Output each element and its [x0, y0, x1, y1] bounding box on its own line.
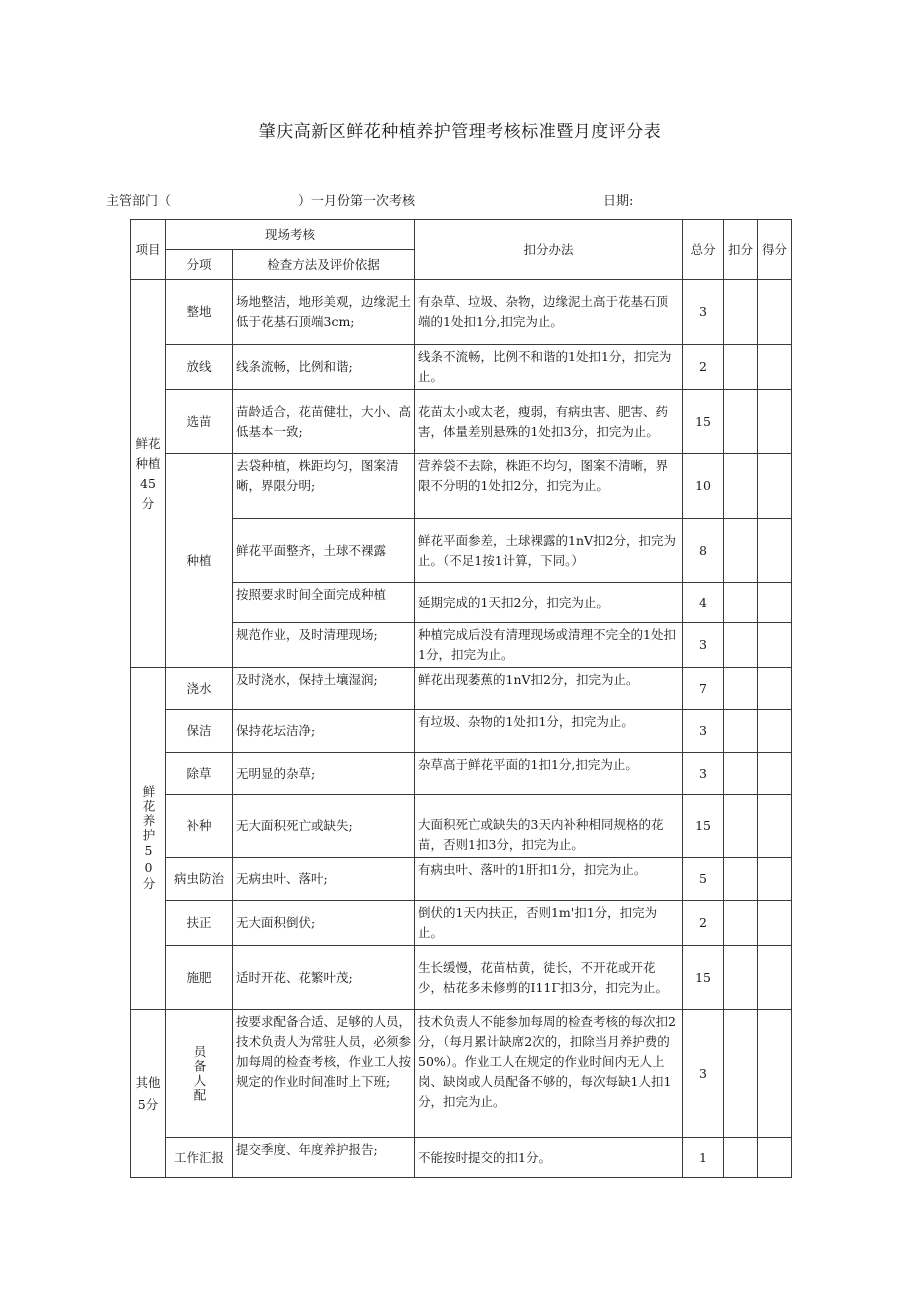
total-cell: 7	[683, 668, 724, 710]
score-cell	[758, 390, 792, 454]
score-cell	[758, 454, 792, 519]
sub-item: 扶正	[166, 901, 233, 946]
sub-item: 病虫防治	[166, 858, 233, 901]
score-cell	[758, 623, 792, 668]
header-score: 得分	[758, 220, 792, 280]
deduct-score-cell	[724, 1010, 758, 1138]
header-deduct-method: 扣分办法	[415, 220, 683, 280]
dept-label: 主管部门（	[106, 194, 172, 209]
table-row	[131, 390, 792, 454]
method-cell: 适时开花、花繁叶茂;	[233, 946, 415, 1010]
sub-item: 选苗	[166, 390, 233, 454]
deduct-score-cell	[724, 668, 758, 710]
total-cell: 2	[683, 901, 724, 946]
deduct-cell: 有杂草、垃圾、杂物，边缘泥土高于花基石顶端的1处扣1分,扣完为止。	[415, 280, 683, 345]
deduct-cell: 延期完成的1天扣2分，扣完为止。	[415, 583, 683, 623]
table-row	[131, 901, 792, 946]
method-cell: 无大面积死亡或缺失;	[233, 795, 415, 858]
sub-item	[166, 1010, 233, 1138]
deduct-cell: 鲜花平面参差，土球裸露的1nV扣2分，扣完为止。（不足1按1计算，下同。）	[415, 519, 683, 583]
deduct-score-cell	[724, 946, 758, 1010]
sub-item: 补种	[166, 795, 233, 858]
deduct-cell: 技术负责人不能参加每周的检查考核的每次扣2分，（每月累计缺席2次的，扣除当月养护费的50%）。作业工人在规定的作业时间内无人上岗、缺岗或人员配备不够的，每次每缺1人扣1分，扣完为止。	[415, 1010, 683, 1138]
score-cell	[758, 753, 792, 795]
deduct-cell: 花苗太小或太老，瘦弱，有病虫害、肥害、药害，体量差别悬殊的1处扣3分，扣完为止。	[415, 390, 683, 454]
deduct-score-cell	[724, 858, 758, 901]
score-cell	[758, 946, 792, 1010]
total-cell: 4	[683, 583, 724, 623]
total-cell: 15	[683, 946, 724, 1010]
score-cell	[758, 1010, 792, 1138]
deduct-cell: 营养袋不去除，株距不均匀，图案不清晰，界限不分明的1处扣2分，扣完为止。	[415, 454, 683, 519]
deduct-score-cell	[724, 710, 758, 753]
method-cell: 无病虫叶、落叶;	[233, 858, 415, 901]
sub-item: 种植	[166, 454, 233, 668]
group-maintenance	[131, 668, 166, 1010]
score-cell	[758, 795, 792, 858]
table-row	[131, 1138, 792, 1178]
deduct-cell: 种植完成后没有清理现场或清理不完全的1处扣1分，扣完为止。	[415, 623, 683, 668]
deduct-cell: 杂草高于鲜花平面的1扣1分,扣完为止。	[415, 753, 683, 795]
header-item: 项目	[131, 220, 166, 280]
total-cell: 3	[683, 280, 724, 345]
method-cell: 保持花坛洁净;	[233, 710, 415, 753]
table-row	[131, 345, 792, 390]
deduct-cell: 大面积死亡或缺失的3天内补种相同规格的花苗，否则1扣3分，扣完为止。	[415, 795, 683, 858]
table-row	[131, 280, 792, 345]
deduct-score-cell	[724, 519, 758, 583]
header-deduct: 扣分	[724, 220, 758, 280]
sub-item: 放线	[166, 345, 233, 390]
total-cell: 3	[683, 753, 724, 795]
method-cell: 提交季度、年度养护报告;	[233, 1138, 415, 1178]
deduct-score-cell	[724, 1138, 758, 1178]
method-cell: 场地整洁，地形美观，边缘泥土低于花基石顶端3cm;	[233, 280, 415, 345]
sub-item: 工作汇报	[166, 1138, 233, 1178]
sub-item: 整地	[166, 280, 233, 345]
method-cell: 苗龄适合，花苗健壮，大小、高低基本一致;	[233, 390, 415, 454]
deduct-cell: 鲜花出现萎蕉的1nV扣2分，扣完为止。	[415, 668, 683, 710]
deduct-cell: 有垃圾、杂物的1处扣1分，扣完为止。	[415, 710, 683, 753]
total-cell: 15	[683, 795, 724, 858]
table-header-row	[131, 220, 792, 250]
score-cell	[758, 668, 792, 710]
deduct-score-cell	[724, 390, 758, 454]
deduct-score-cell	[724, 795, 758, 858]
date-label: 日期:	[603, 194, 634, 209]
deduct-cell: 不能按时提交的扣1分。	[415, 1138, 683, 1178]
header-total: 总分	[683, 220, 724, 280]
group-planting: 鲜花种植45分	[131, 280, 166, 668]
deduct-cell: 线条不流畅，比例不和谐的1处扣1分，扣完为止。	[415, 345, 683, 390]
table-row	[131, 795, 792, 858]
method-cell: 去袋种植，株距均匀，图案清晰，界限分明;	[233, 454, 415, 519]
header-onsite: 现场考核	[166, 220, 415, 250]
method-cell: 无大面积倒伏;	[233, 901, 415, 946]
deduct-score-cell	[724, 623, 758, 668]
method-cell: 线条流畅，比例和谐;	[233, 345, 415, 390]
total-cell: 3	[683, 710, 724, 753]
deduct-score-cell	[724, 901, 758, 946]
score-cell	[758, 710, 792, 753]
page-title: 肇庆高新区鲜花种植养护管理考核标准暨月度评分表	[258, 122, 662, 142]
deduct-cell: 有病虫叶、落叶的1肝扣1分，扣完为止。	[415, 858, 683, 901]
table-row	[131, 858, 792, 901]
deduct-cell: 倒伏的1天内扶正，否则1m'扣1分，扣完为止。	[415, 901, 683, 946]
group-other: 其他5分	[131, 1010, 166, 1178]
table-row	[131, 454, 792, 519]
deduct-score-cell	[724, 280, 758, 345]
total-cell: 15	[683, 390, 724, 454]
deduct-score-cell	[724, 345, 758, 390]
total-cell: 3	[683, 1010, 724, 1138]
method-cell: 无明显的杂草;	[233, 753, 415, 795]
deduct-cell: 生长缓慢，花苗枯黄，徒长，不开花或开花少，枯花多未修剪的I11Γ扣3分，扣完为止。	[415, 946, 683, 1010]
sub-item: 除草	[166, 753, 233, 795]
total-cell: 8	[683, 519, 724, 583]
method-cell: 鲜花平面整齐，土球不裸露	[233, 519, 415, 583]
sub-item: 施肥	[166, 946, 233, 1010]
score-cell	[758, 280, 792, 345]
score-cell	[758, 519, 792, 583]
group-maintenance-label: 鲜花养护50分	[141, 785, 156, 892]
table-row	[131, 1010, 792, 1138]
total-cell: 3	[683, 623, 724, 668]
score-cell	[758, 583, 792, 623]
total-cell: 10	[683, 454, 724, 519]
sub-item: 浇水	[166, 668, 233, 710]
deduct-score-cell	[724, 583, 758, 623]
table-row	[131, 946, 792, 1010]
round-label: ）一月份第一次考核	[298, 194, 416, 209]
table-row	[131, 710, 792, 753]
scoring-table	[130, 219, 792, 1178]
method-cell: 按要求配备合适、足够的人员，技术负责人为常驻人员，必须参加每周的检查考核，作业工人按规定的作业时间准时上下班;	[233, 1010, 415, 1138]
score-cell	[758, 858, 792, 901]
total-cell: 2	[683, 345, 724, 390]
score-cell	[758, 345, 792, 390]
header-sub: 分项	[166, 250, 233, 280]
table-row	[131, 668, 792, 710]
table-row	[131, 753, 792, 795]
method-cell: 及时浇水，保持土壤湿润;	[233, 668, 415, 710]
sub-item: 保洁	[166, 710, 233, 753]
deduct-score-cell	[724, 753, 758, 795]
total-cell: 5	[683, 858, 724, 901]
total-cell: 1	[683, 1138, 724, 1178]
header-method: 检查方法及评价依据	[233, 250, 415, 280]
score-cell	[758, 901, 792, 946]
method-cell: 按照要求时间全面完成种植	[233, 583, 415, 623]
sub-item-label: 员备人配	[192, 1044, 207, 1103]
score-cell	[758, 1138, 792, 1178]
deduct-score-cell	[724, 454, 758, 519]
method-cell: 规范作业，及时清理现场;	[233, 623, 415, 668]
